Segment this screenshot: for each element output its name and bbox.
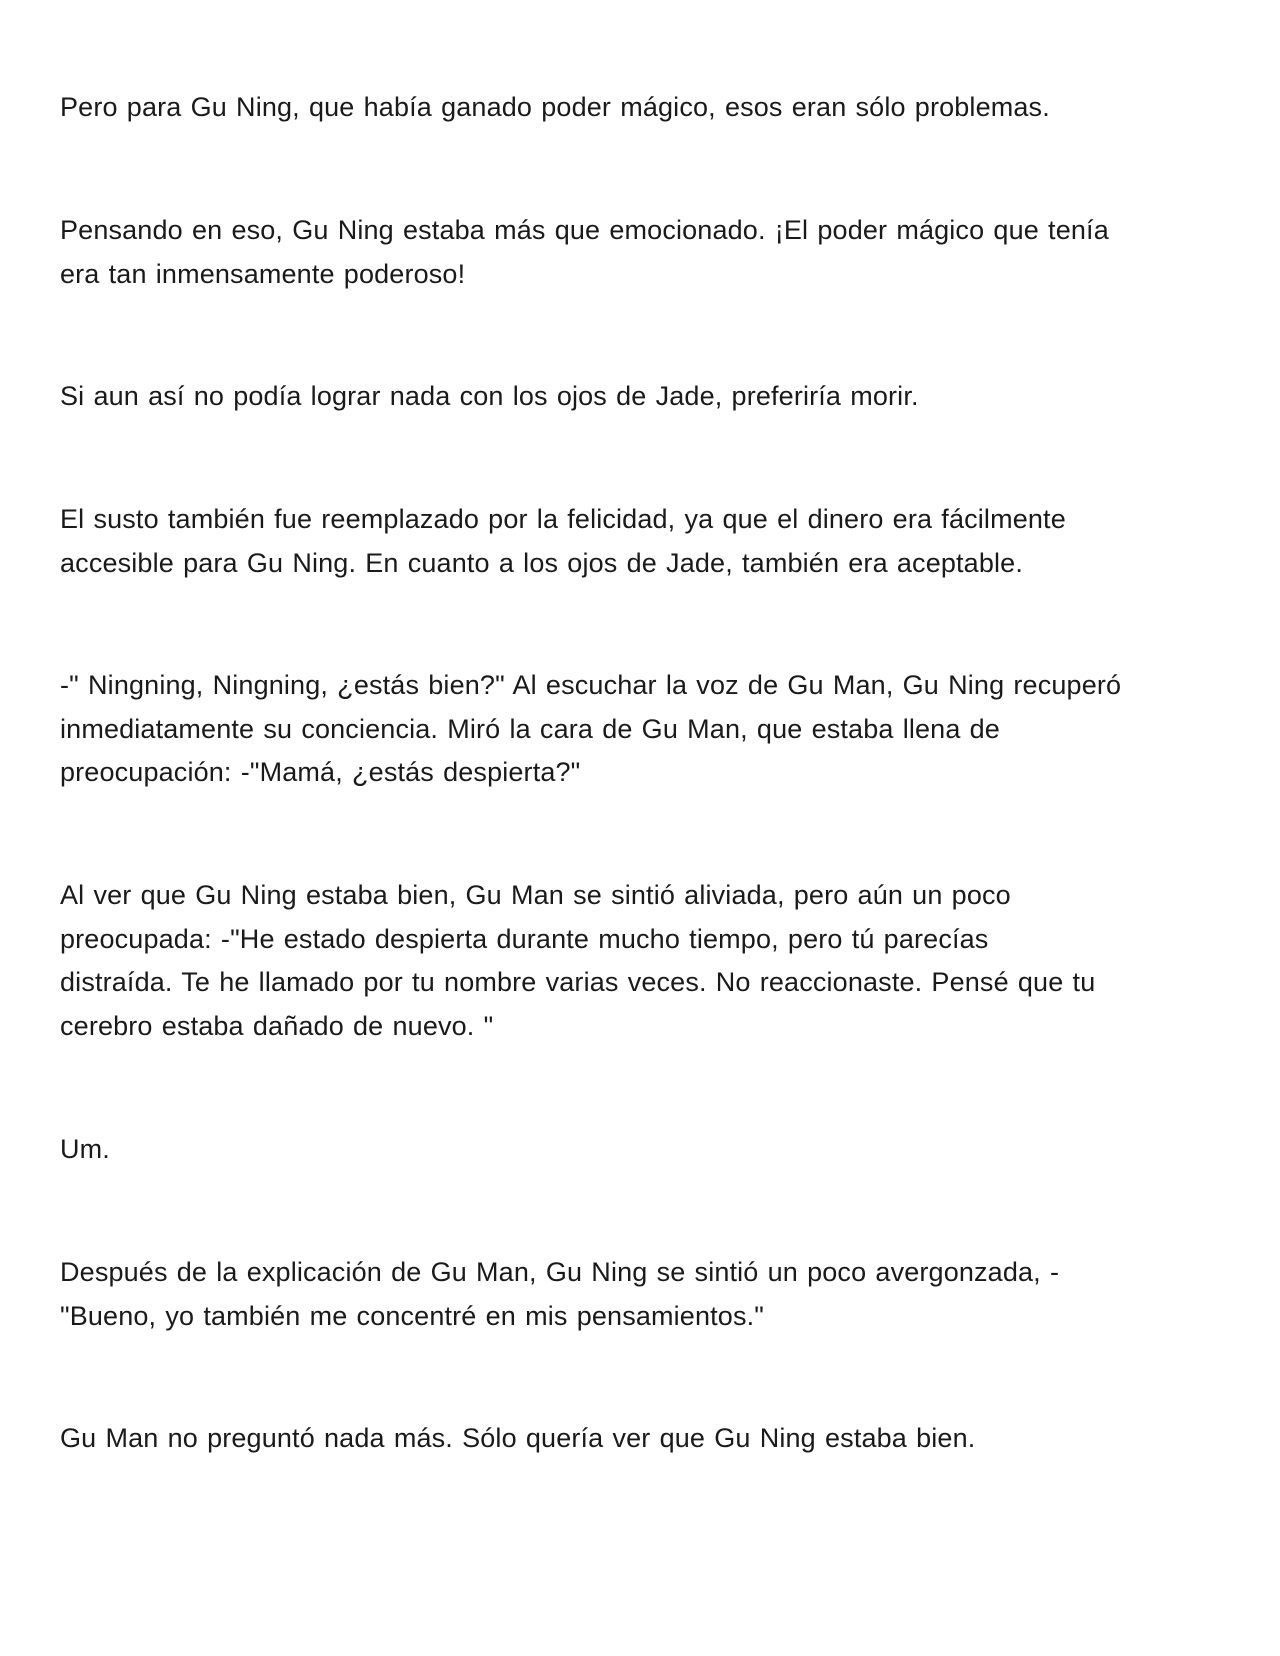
- text-line: Al ver que Gu Ning estaba bien, Gu Man se sintió aliviada, pero aún un poco: [60, 880, 1011, 910]
- text-line: Si aun así no podía lograr nada con los ojos de Jade, preferiría morir.: [60, 381, 919, 411]
- text-line: preocupada: -"He estado despierta durante mucho tiempo, pero tú parecías: [60, 923, 989, 954]
- text-line: inmediatamente su conciencia. Miró la cara de Gu Man, que estaba llena de: [60, 713, 1000, 744]
- text-line: preocupación: -"Mamá, ¿estás despierta?": [60, 757, 581, 787]
- paragraph: [60, 1251, 1220, 1338]
- text-line: accesible para Gu Ning. En cuanto a los ojos de Jade, también era aceptable.: [60, 547, 1023, 578]
- paragraph: [60, 375, 1220, 419]
- text-line: distraída. Te he llamado por tu nombre varias veces. No reaccionaste. Pensé que tu: [60, 967, 1096, 997]
- paragraph: [60, 874, 1220, 1048]
- text-line: El susto también fue reemplazado por la felicidad, ya que el dinero era fácilmente: [60, 504, 1066, 534]
- text-line: -" Ningning, Ningning, ¿estás bien?" Al escuchar la voz de Gu Man, Gu Ning recuperó: [60, 670, 1122, 700]
- text-line: Después de la explicación de Gu Man, Gu Ning se sintió un poco avergonzada, -: [60, 1257, 1060, 1287]
- paragraph: [60, 86, 1220, 130]
- text-line: era tan inmensamente poderoso!: [60, 258, 466, 289]
- text-line: "Bueno, yo también me concentré en mis pensamientos.": [60, 1300, 764, 1331]
- paragraph: [60, 1128, 1220, 1172]
- paragraph: [60, 664, 1220, 795]
- text-line: Um.: [60, 1134, 110, 1164]
- text-line: cerebro estaba dañado de nuevo. ": [60, 1010, 494, 1041]
- paragraph: [60, 498, 1220, 585]
- text-line: Pensando en eso, Gu Ning estaba más que emocionado. ¡El poder mágico que tenía: [60, 215, 1109, 245]
- text-line: Gu Man no preguntó nada más. Sólo quería ver que Gu Ning estaba bien.: [60, 1423, 976, 1453]
- paragraph: [60, 209, 1220, 296]
- text-line: Pero para Gu Ning, que había ganado poder mágico, esos eran sólo problemas.: [60, 92, 1050, 122]
- paragraph: [60, 1417, 1220, 1461]
